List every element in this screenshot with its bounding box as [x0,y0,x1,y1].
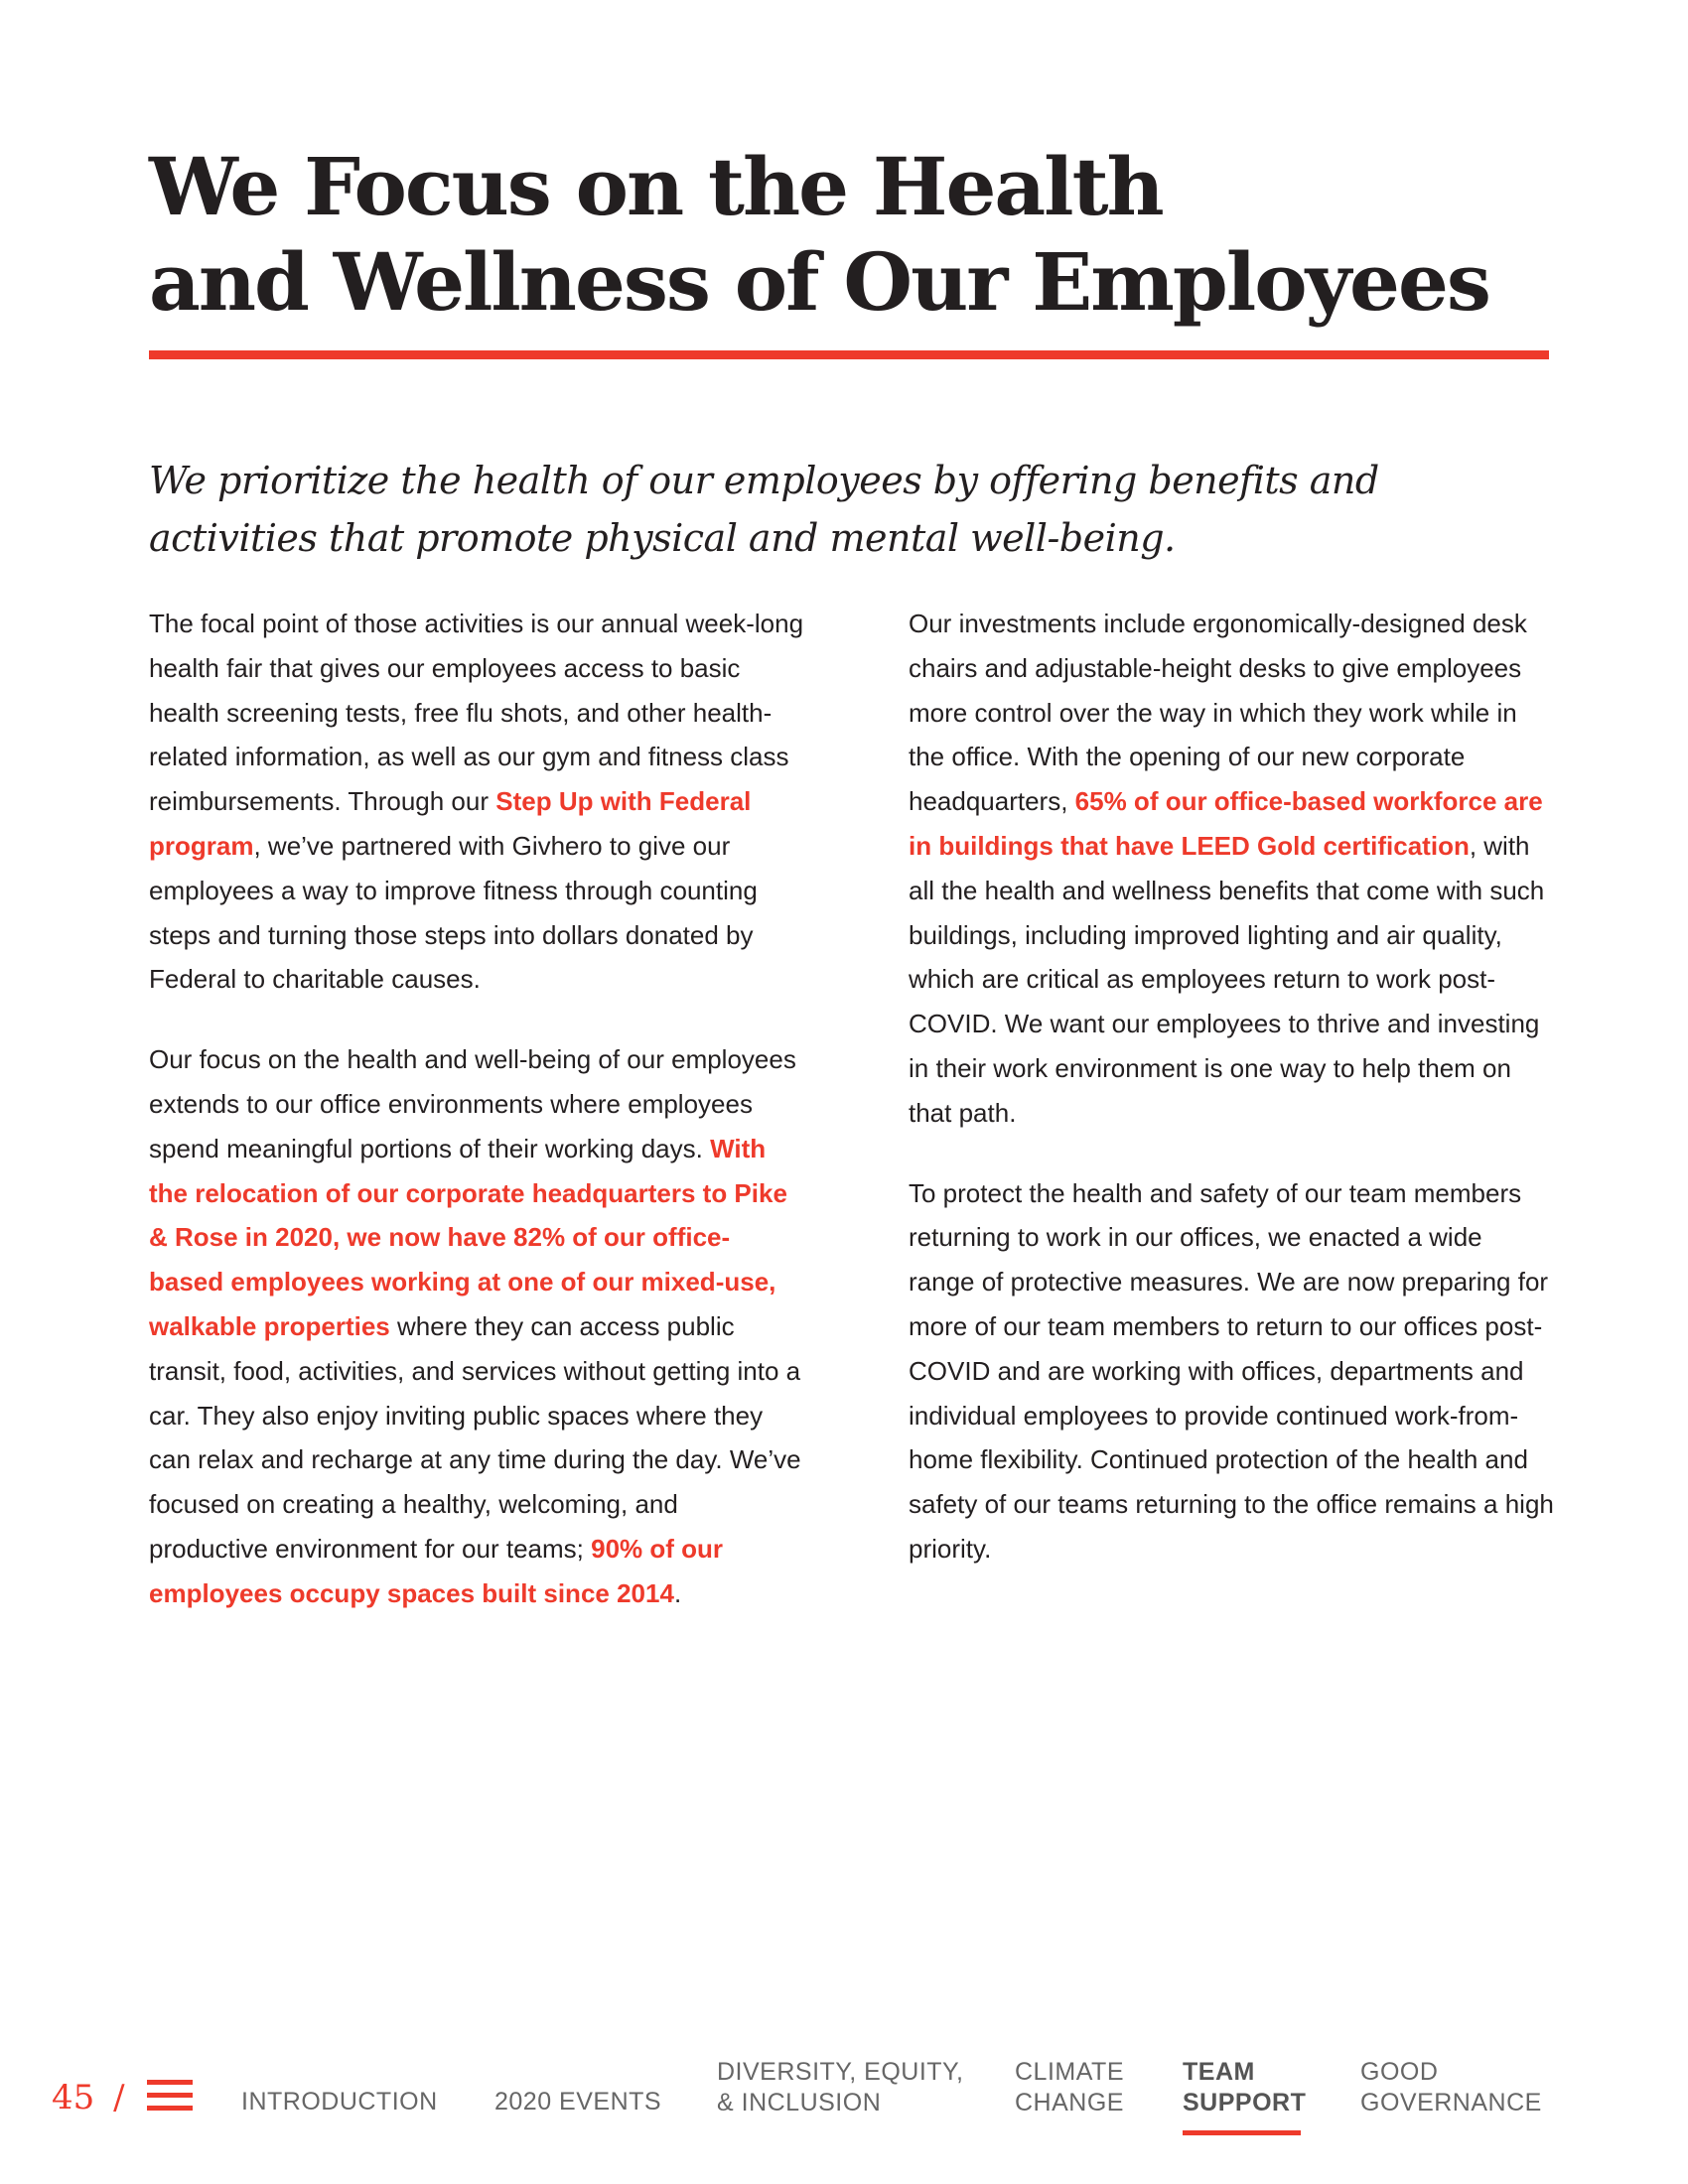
nav-team-support[interactable] [1183,2057,1306,2118]
page-number-value: 45 [52,2078,95,2117]
highlight-spaces-built-since-2014: 90% of our employees occupy spaces built since 2014 [149,1533,724,1608]
nav-2020-events[interactable]: 2020 EVENTS [494,2088,662,2116]
text-run: , we’ve partnered with Givhero to give our employees a way to improve fitness through counting steps and turning those steps into dollars donated by Federal to charitable causes. [149,830,758,995]
footer-nav [0,2045,1688,2164]
nav-climate-change[interactable] [1015,2057,1124,2118]
menu-bar [147,2093,193,2098]
right-column [909,602,1554,1607]
nav-label-line-1: GOOD [1360,2058,1439,2086]
title-line-2: and Wellness of Our Employees [149,235,1489,329]
nav-label-line-1: CLIMATE [1015,2058,1124,2086]
nav-label-line-2: CHANGE [1015,2089,1124,2116]
right-paragraph-2: To protect the health and safety of our team members returning to work in our offices, we enacted a wide range of protective measures. We are now preparing for more of our team members to return to our offices post-COVID and are working with offices, departments and individual employees to provide continued work-from-home flexibility. Continued protection of the health and safety of our teams returning to the office remains a high priority. [909,1177,1554,1564]
page-number [52,2078,125,2117]
page-subtitle: We prioritize the health of our employees by offering benefits and activities that promote physical and mental well-being. [149,459,1379,560]
page-number-separator: / [113,2078,125,2117]
nav-label-line-2: SUPPORT [1183,2089,1307,2116]
nav-good-governance[interactable] [1360,2057,1542,2118]
text-run: The focal point of those activities is our annual week-long health fair that gives our employees access to basic health screening tests, free flu shots, and other health-related information, as well as our gym and fitness class reimbursements. Through our [149,609,804,817]
nav-label-line-1: DIVERSITY, EQUITY, [717,2058,964,2086]
title-line-1: We Focus on the Health [149,140,1163,233]
left-paragraph-2 [149,1037,804,1615]
nav-label-line-1: TEAM [1183,2058,1255,2086]
nav-label-line-2: GOVERNANCE [1360,2089,1542,2116]
hamburger-menu-icon[interactable] [147,2080,193,2112]
page-title [149,139,1539,330]
text-run: . [673,1577,682,1608]
left-column [149,602,804,1652]
nav-diversity-equity-inclusion[interactable] [717,2057,963,2118]
nav-introduction[interactable]: INTRODUCTION [241,2088,438,2116]
title-divider [149,350,1549,359]
menu-bar [147,2106,193,2111]
menu-bar [147,2080,193,2085]
left-paragraph-1 [149,602,804,1002]
highlight-leed-gold: 65% of our office-based workforce are in buildings that have LEED Gold certification [909,786,1543,861]
text-run: , with all the health and wellness benefits that come with such buildings, including improved lighting and air quality, which are critical as employees return to work post-COVID. We want our employees to thrive and investing in their work environment is one way to help them on that path. [909,830,1545,1128]
text-run: Our focus on the health and well-being of our employees extends to our office environments where employees spend meaningful portions of their working days. [149,1044,796,1163]
text-run: Our investments include ergonomically-designed desk chairs and adjustable-height desks to give employees more control over the way in which they work while in the office. With the opening of our new corporate headquarters, [909,609,1527,817]
nav-label-line-2: & INCLUSION [717,2089,882,2116]
highlight-headquarters-relocation: With the relocation of our corporate headquarters to Pike & Rose in 2020, we now have 82% of our office-based employees working at one of our mixed-use, walkable properties [149,1133,787,1341]
highlight-step-up-program: Step Up with Federal program [149,786,752,861]
active-tab-indicator [1183,2130,1301,2135]
right-paragraph-1 [909,602,1554,1136]
text-run: where they can access public transit, food, activities, and services without getting into a car. They also enjoy inviting public spaces where they can relax and recharge at any time during the day. We’ve focused on creating a healthy, welcoming, and productive environment for our teams; [149,1310,801,1564]
